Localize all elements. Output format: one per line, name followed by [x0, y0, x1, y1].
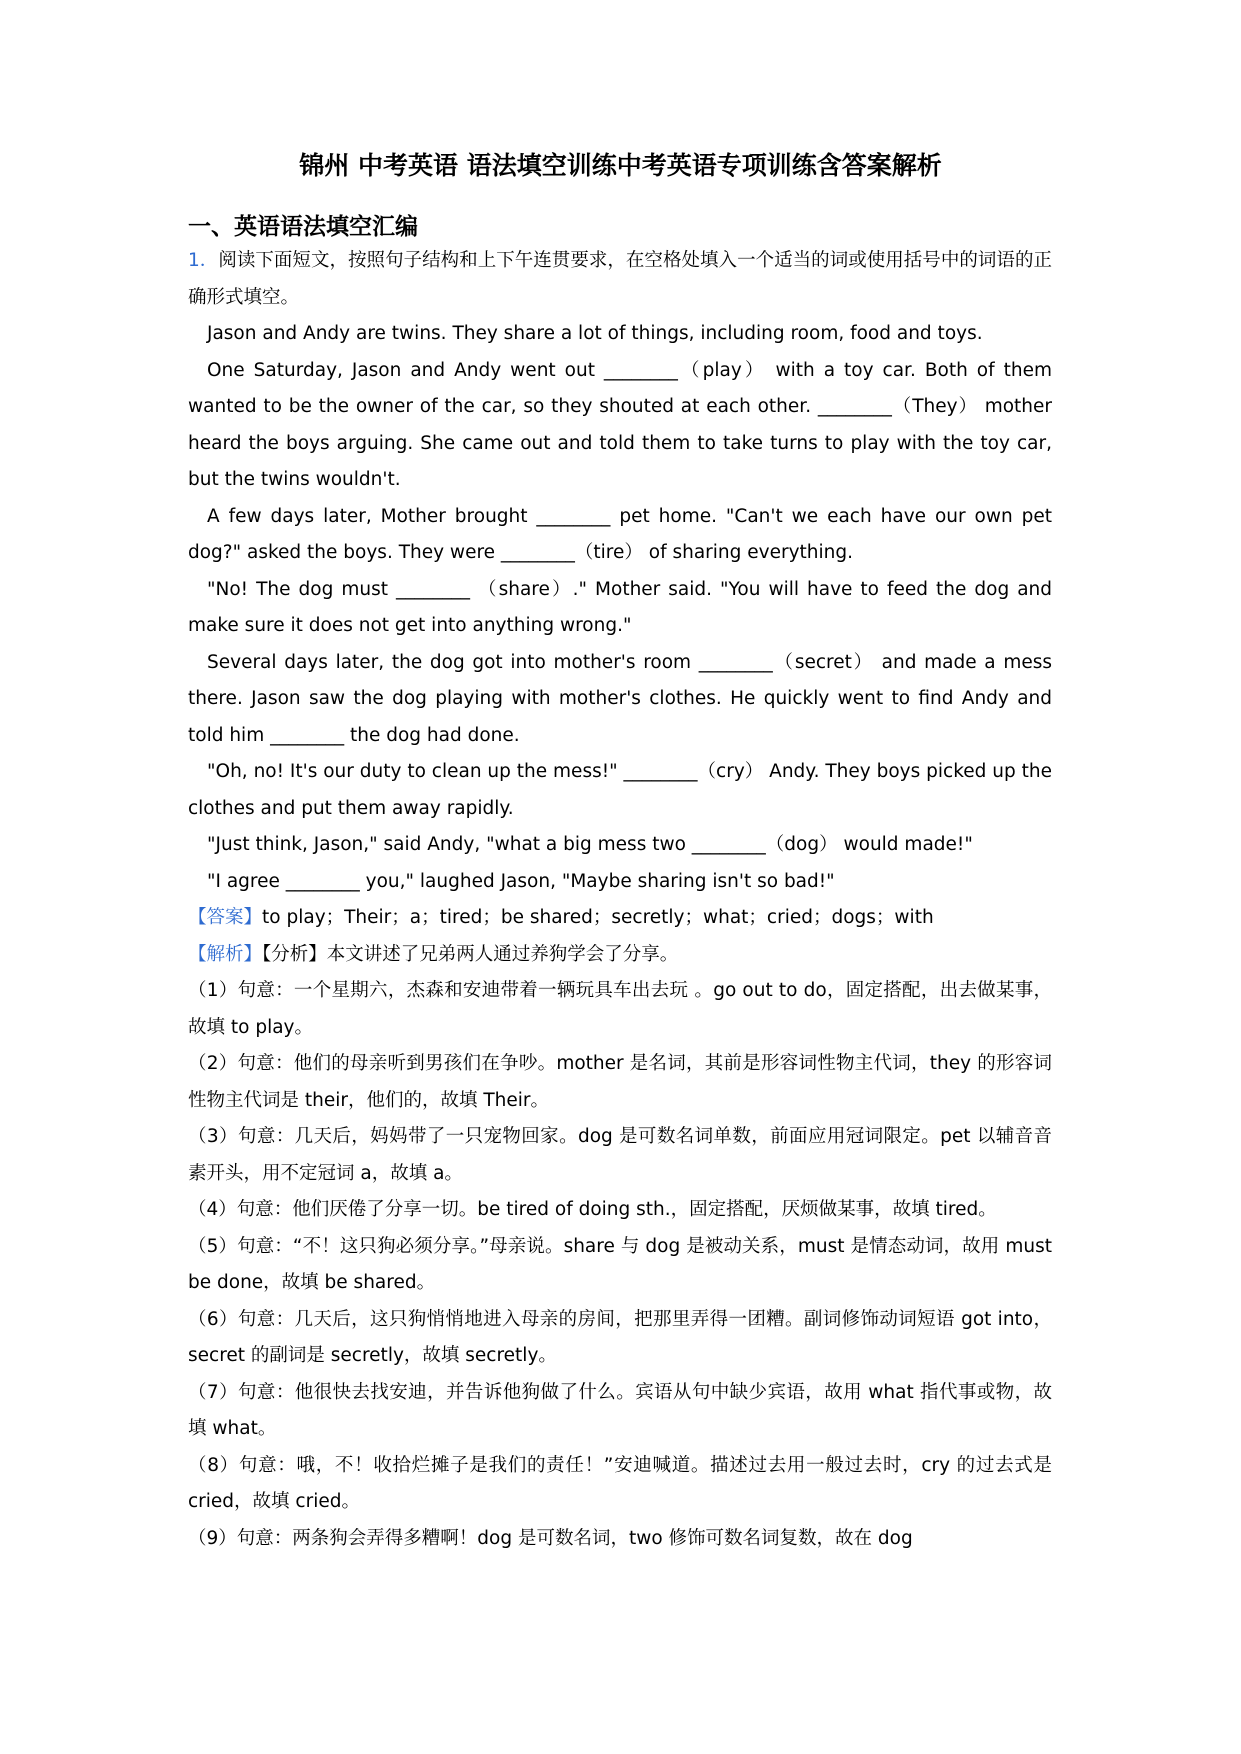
analysis-item: （4）句意：他们厌倦了分享一切。be tired of doing sth.，固定搭配，厌烦做某事，故填 tired。: [188, 1199, 997, 1220]
passage-paragraph: Several days later, the dog got into mother's room ________（secret） and made a mess there. Jason saw the dog playing with mother's clothes. He quickly went to find Andy and told him ________ the dog had done.: [188, 651, 1052, 746]
answer-label: 【答案】: [188, 907, 263, 928]
passage-paragraph: Jason and Andy are twins. They share a lot of things, including room, food and toys.: [207, 323, 983, 344]
passage-paragraph: A few days later, Mother brought ________ pet home. "Can't we each have our own pet dog?" asked the boys. They were ________（tire） of sharing everything.: [188, 505, 1052, 563]
analysis-item: （9）句意：两条狗会弄得多糟啊！dog 是可数名词，two 修饰可数名词复数，故在 dog: [188, 1527, 913, 1549]
question-number: 1．: [188, 250, 219, 271]
analysis-item: （3）句意：几天后，妈妈带了一只宠物回家。dog 是可数名词单数，前面应用冠词限定。pet 以辅音音素开头，用不定冠词 a，故填 a。: [188, 1126, 1052, 1184]
question-content: [188, 243, 1052, 1557]
analysis-item: （5）句意：“不！这只狗必须分享。”母亲说。share 与 dog 是被动关系，must 是情态动词，故用 must be done，故填 be shared。: [188, 1235, 1052, 1293]
instruction-text: 阅读下面短文，按照句子结构和上下午连贯要求，在空格处填入一个适当的词或使用括号中的词语的正确形式填空。: [188, 250, 1052, 308]
passage-paragraph: "No! The dog must ________ （share）." Mother said. "You will have to feed the dog and make sure it does not get into anything wrong.": [188, 578, 1052, 636]
analysis-item: （2）句意：他们的母亲听到男孩们在争吵。mother 是名词，其前是形容词性物主代词，they 的形容词性物主代词是 their，他们的，故填 Their。: [188, 1053, 1052, 1111]
passage-paragraph: "I agree ________ you," laughed Jason, "Maybe sharing isn't so bad!": [207, 870, 835, 892]
question-instruction: [188, 243, 1052, 316]
answer-text: to play；Their；a；tired；be shared；secretly；what；cried；dogs；with: [262, 907, 934, 928]
analysis-item: （1）句意：一个星期六，杰森和安迪带着一辆玩具车出去玩 。go out to do，固定搭配，出去做某事，故填 to play。: [188, 980, 1052, 1038]
section-heading: 一、英语语法填空汇编: [188, 213, 418, 240]
analysis-label: 【解析】: [188, 943, 263, 965]
analysis-item: （7）句意：他很快去找安迪，并告诉他狗做了什么。宾语从句中缺少宾语，故用 what 指代事或物，故填 what。: [188, 1381, 1052, 1439]
page-title: 锦州 中考英语 语法填空训练中考英语专项训练含答案解析: [299, 151, 942, 180]
analysis-summary: 【分析】本文讲述了兄弟两人通过养狗学会了分享。: [262, 943, 679, 965]
analysis-item: （8）句意：哦，不！收拾烂摊子是我们的责任！”安迪喊道。描述过去用一般过去时，cry 的过去式是 cried，故填 cried。: [188, 1454, 1052, 1512]
passage-paragraph: "Oh, no! It's our duty to clean up the mess!" ________（cry） Andy. They boys picked up the clothes and put them away rapidly.: [188, 761, 1052, 819]
analysis-item: （6）句意：几天后，这只狗悄悄地进入母亲的房间，把那里弄得一团糟。副词修饰动词短语 got into，secret 的副词是 secretly，故填 secretly。: [188, 1308, 1052, 1366]
passage-paragraph: One Saturday, Jason and Andy went out ________（play） with a toy car. Both of them wanted to be the owner of the car, so they shouted at each other. ________（They） mother heard the boys arguing. She came out and told them to take turns to play with the toy car, but the twins wouldn't.: [188, 359, 1052, 490]
answer-line: [188, 900, 1052, 937]
analysis-line: [188, 937, 1052, 974]
passage-paragraph: "Just think, Jason," said Andy, "what a big mess two ________（dog） would made!": [207, 834, 973, 855]
